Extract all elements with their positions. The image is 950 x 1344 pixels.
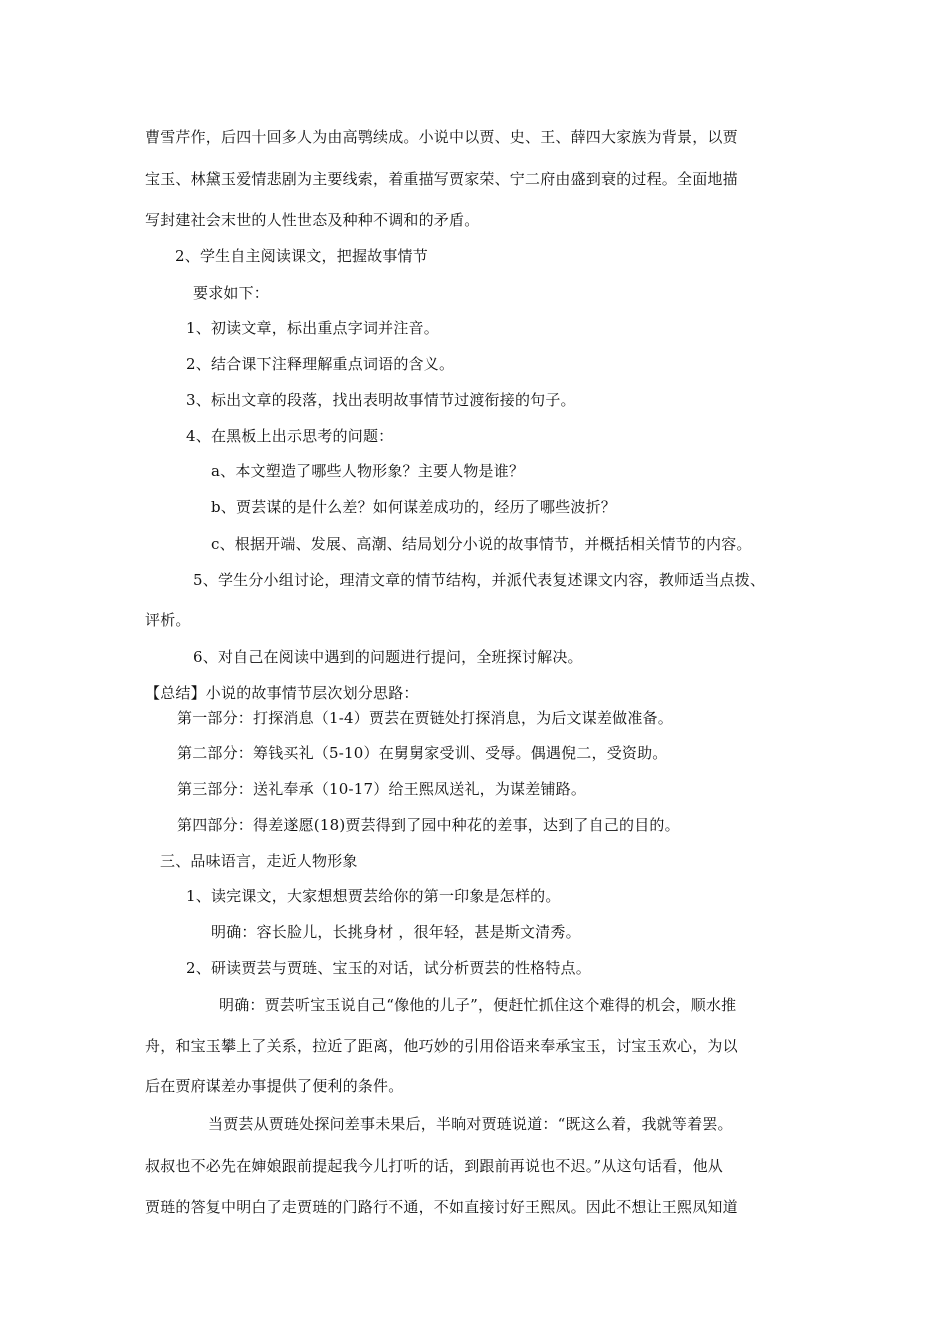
text-line: 1、读完课文，大家想想贾芸给你的第一印象是怎样的。: [186, 887, 561, 905]
text-line: 明确：容长脸儿，长挑身材 ，很年轻，甚是斯文清秀。: [211, 923, 581, 941]
text-line: 1、初读文章，标出重点字词并注音。: [186, 319, 439, 337]
text-line: 宝玉、林黛玉爱情悲剧为主要线索，着重描写贾家荣、宁二府由盛到衰的过程。全面地描: [145, 170, 738, 188]
text-line: 曹雪芹作，后四十回多人为由高鹗续成。小说中以贾、史、王、薛四大家族为背景，以贾: [145, 128, 738, 146]
text-line: a、本文塑造了哪些人物形象？主要人物是谁？: [211, 462, 525, 480]
text-line: 当贾芸从贾琏处探问差事未果后，半晌对贾琏说道：“既这么着，我就等着罢。: [208, 1115, 733, 1133]
text-line: 舟，和宝玉攀上了关系，拉近了距离，他巧妙的引用俗语来奉承宝玉，讨宝玉欢心，为以: [145, 1037, 738, 1055]
text-line: b、贾芸谋的是什么差？如何谋差成功的，经历了哪些波折？: [211, 498, 617, 516]
text-line: 4、在黑板上出示思考的问题：: [186, 427, 394, 445]
text-line: 5、学生分小组讨论，理清文章的情节结构，并派代表复述课文内容，教师适当点拨、: [193, 571, 766, 589]
text-line: 写封建社会末世的人性世态及种种不调和的矛盾。: [145, 211, 480, 229]
text-line: 3、标出文章的段落，找出表明故事情节过渡衔接的句子。: [186, 391, 576, 409]
text-line: 第二部分：筹钱买礼（5-10）在舅舅家受训、受辱。偶遇倪二，受资助。: [177, 744, 668, 762]
text-line: 评析。: [145, 611, 191, 629]
text-line: 第四部分：得差遂愿(18)贾芸得到了园中种花的差事，达到了自己的目的。: [177, 816, 680, 834]
text-line: 后在贾府谋差办事提供了便利的条件。: [145, 1077, 404, 1095]
text-line: 叔叔也不必先在婶娘跟前提起我今儿打听的话，到跟前再说也不迟。”从这句话看，他从: [145, 1157, 723, 1175]
text-line: 明确：贾芸听宝玉说自己“像他的儿子”，便赶忙抓住这个难得的机会，顺水推: [219, 996, 737, 1014]
text-line: 要求如下：: [193, 284, 270, 302]
text-line: 贾琏的答复中明白了走贾琏的门路行不通，不如直接讨好王熙凤。因此不想让王熙凤知道: [145, 1198, 738, 1216]
text-line: c、根据开端、发展、高潮、结局划分小说的故事情节，并概括相关情节的内容。: [211, 535, 752, 553]
text-line: 第三部分：送礼奉承（10-17）给王熙凤送礼，为谋差铺路。: [177, 780, 587, 798]
text-line: 2、结合课下注释理解重点词语的含义。: [186, 355, 455, 373]
text-line: 第一部分：打探消息（1-4）贾芸在贾链处打探消息，为后文谋差做准备。: [177, 709, 673, 727]
text-line: 2、研读贾芸与贾琏、宝玉的对话，试分析贾芸的性格特点。: [186, 959, 591, 977]
text-line: 2、学生自主阅读课文，把握故事情节: [175, 247, 428, 265]
summary-heading: 【总结】小说的故事情节层次划分思路：: [145, 684, 419, 702]
text-line: 6、对自己在阅读中遇到的问题进行提问，全班探讨解决。: [193, 648, 583, 666]
section-heading: 三、品味语言，走近人物形象: [160, 852, 358, 870]
